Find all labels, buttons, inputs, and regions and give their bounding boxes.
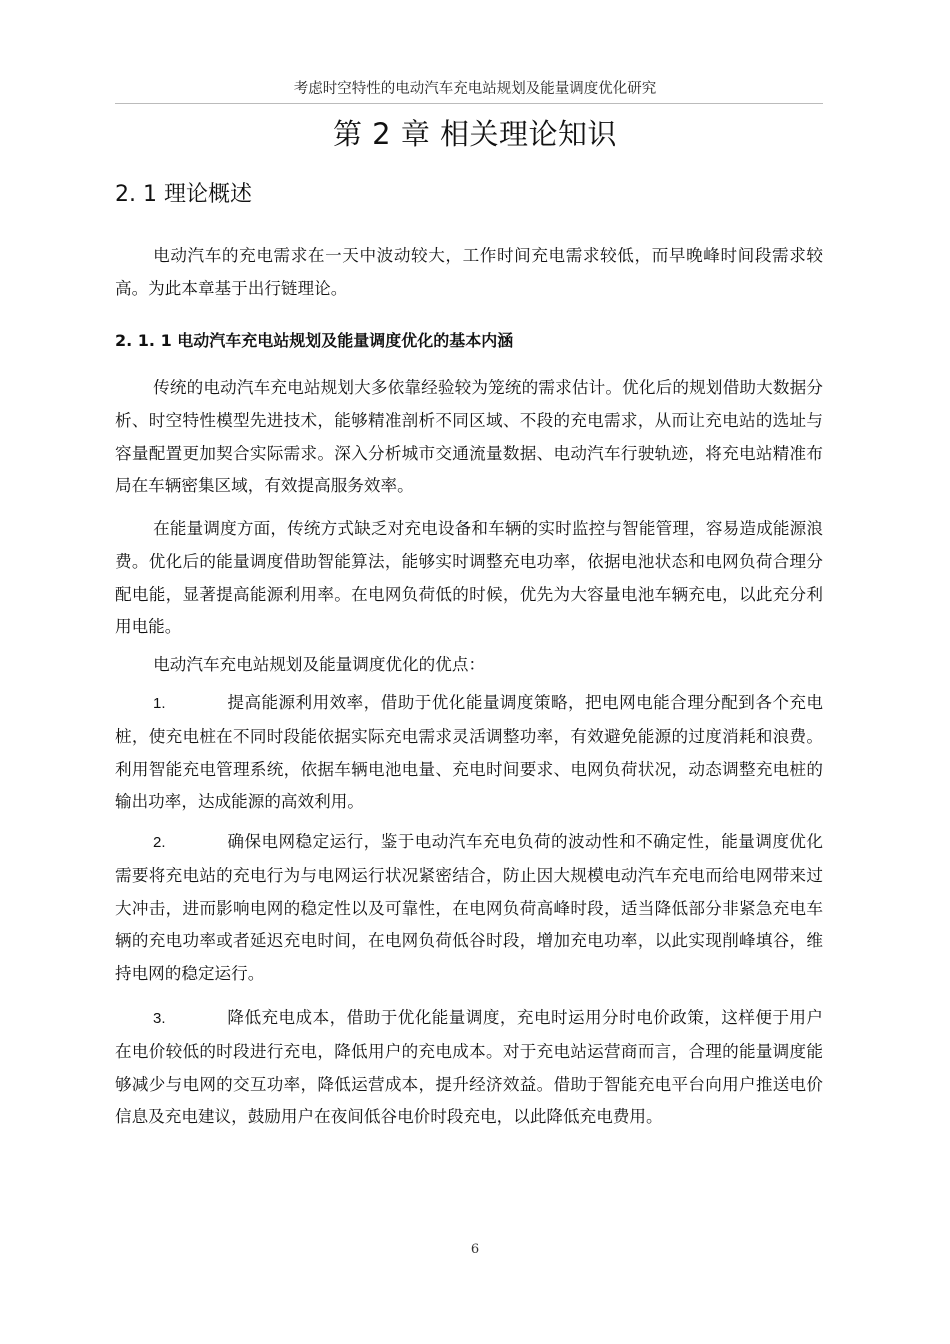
list-item-number: 1.: [153, 695, 166, 712]
subsection-heading: 2. 1. 1 电动汽车充电站规划及能量调度优化的基本内涵: [115, 331, 514, 350]
list-item: [115, 1002, 823, 1134]
section-heading: 2. 1 理论概述: [115, 182, 252, 207]
list-item: [115, 826, 823, 991]
dispatch-paragraph: 在能量调度方面，传统方式缺乏对充电设备和车辆的实时监控与智能管理，容易造成能源浪费。优化后的能量调度借助智能算法，能够实时调整充电功率，依据电池状态和电网负荷合理分配电能，显著提高能源利用率。在电网负荷低的时候，优先为大容量电池车辆充电，以此充分利用电能。: [115, 519, 823, 637]
section-intro-paragraph: 电动汽车的充电需求在一天中波动较大，工作时间充电需求较低，而早晚峰时间段需求较高。为此本章基于出行链理论。: [115, 246, 823, 298]
list-item-number: 2.: [153, 834, 166, 851]
page-number: 6: [470, 1242, 480, 1257]
header-divider: [115, 103, 823, 104]
list-item-text: 确保电网稳定运行，鉴于电动汽车充电负荷的波动性和不确定性，能量调度优化需要将充电站的充电行为与电网运行状况紧密结合，防止因大规模电动汽车充电而给电网带来过大冲击，进而影响电网的稳定性以及可靠性，在电网负荷高峰时段，适当降低部分非紧急充电车辆的充电功率或者延迟充电时间，在电网负荷低谷时段，增加充电功率，以此实现削峰填谷，维持电网的稳定运行。: [115, 832, 823, 984]
list-item: [115, 687, 823, 819]
advantages-intro: 电动汽车充电站规划及能量调度优化的优点：: [153, 655, 486, 674]
running-header: 考虑时空特性的电动汽车充电站规划及能量调度优化研究: [293, 81, 657, 97]
planning-paragraph: 传统的电动汽车充电站规划大多依靠经验较为笼统的需求估计。优化后的规划借助大数据分析、时空特性模型先进技术，能够精准剖析不同区域、不段的充电需求，从而让充电站的选址与容量配置更加契合实际需求。深入分析城市交通流量数据、电动汽车行驶轨迹，将充电站精准布局在车辆密集区域，有效提高服务效率。: [115, 378, 823, 496]
list-item-text: 降低充电成本，借助于优化能量调度，充电时运用分时电价政策，这样便于用户在电价较低的时段进行充电，降低用户的充电成本。对于充电站运营商而言，合理的能量调度能够减少与电网的交互功率，降低运营成本，提升经济效益。借助于智能充电平台向用户推送电价信息及充电建议，鼓励用户在夜间低谷电价时段充电，以此降低充电费用。: [115, 1008, 823, 1127]
list-item-number: 3.: [153, 1010, 166, 1027]
list-item-text: 提高能源利用效率，借助于优化能量调度策略，把电网电能合理分配到各个充电桩，使充电桩在不同时段能依据实际充电需求灵活调整功率，有效避免能源的过度消耗和浪费。利用智能充电管理系统，依据车辆电池电量、充电时间要求、电网负荷状况，动态调整充电桩的输出功率，达成能源的高效利用。: [115, 693, 823, 812]
chapter-title: 第 2 章 相关理论知识: [332, 117, 618, 151]
